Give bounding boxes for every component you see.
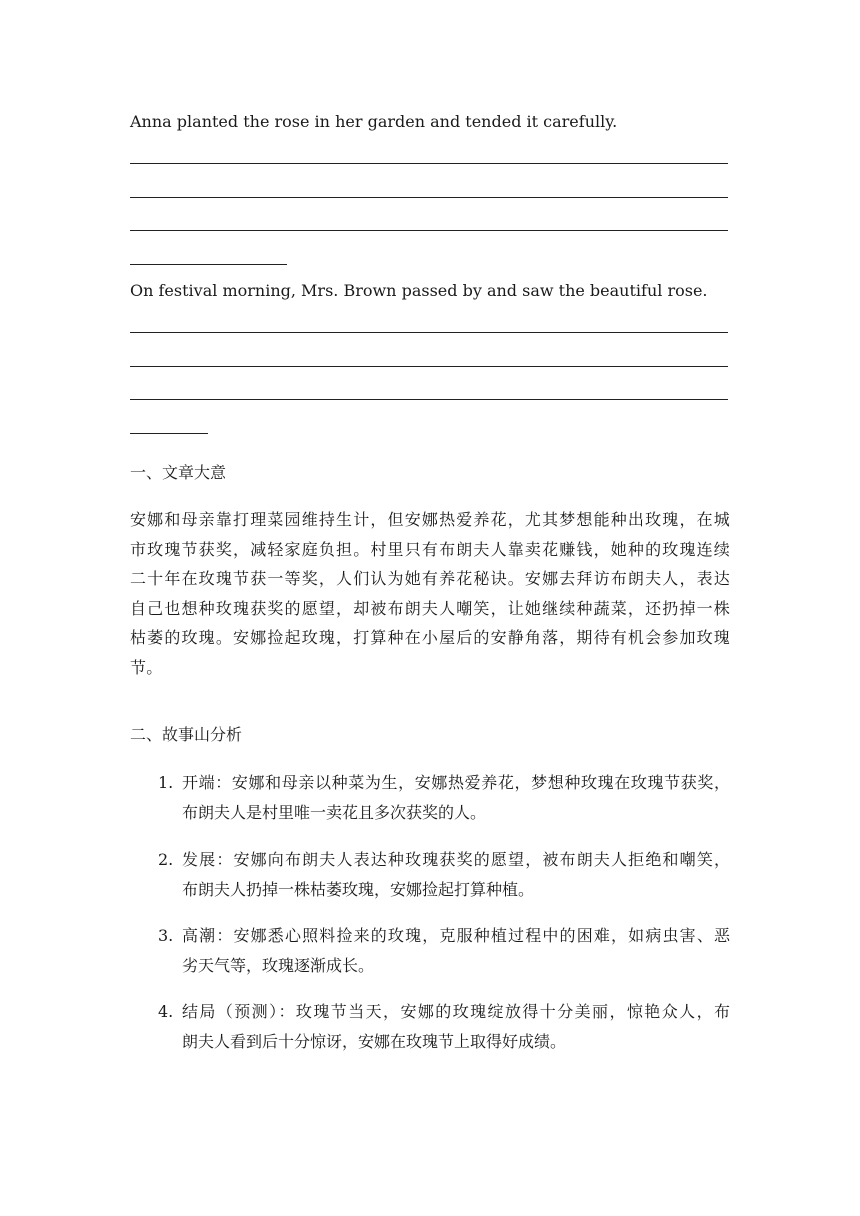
- summary-line: 自己也想种玫瑰获奖的愿望，却被布朗夫人嘲笑，让她继续种蔬菜，还扔掉一株: [130, 598, 730, 618]
- item-line: 布朗夫人扔掉一株枯萎玫瑰，安娜捡起打算种植。: [182, 879, 535, 899]
- item-number: 4.: [158, 1002, 174, 1021]
- summary-line: 枯萎的玫瑰。安娜捡起玫瑰，打算种在小屋后的安静角落，期待有机会参加玫瑰: [130, 628, 730, 647]
- analysis-item: [158, 768, 730, 827]
- item-line: 劣天气等，玫瑰逐渐成长。: [182, 955, 375, 975]
- answer-line: [130, 366, 728, 367]
- item-number: 1.: [158, 773, 174, 792]
- summary-heading: 一、文章大意: [130, 463, 227, 482]
- analysis-item: [158, 997, 730, 1056]
- answer-line-short: [130, 264, 287, 265]
- analysis-item: [158, 921, 730, 980]
- item-line: 发展：安娜向布朗夫人表达种玫瑰获奖的愿望，被布朗夫人拒绝和嘲笑，: [182, 850, 730, 869]
- answer-line: [130, 163, 728, 164]
- item-number: 3.: [158, 926, 174, 945]
- summary-line: 二十年在玫瑰节获一等奖，人们认为她有养花秘诀。安娜去拜访布朗夫人，表达: [130, 569, 730, 588]
- item-number: 2.: [158, 850, 174, 869]
- summary-line: 安娜和母亲靠打理菜园维持生计，但安娜热爱养花，尤其梦想能种出玫瑰，在城: [130, 510, 730, 529]
- item-line: 高潮：安娜悉心照料捡来的玫瑰，克服种植过程中的困难，如病虫害、恶: [182, 926, 730, 945]
- analysis-heading: 二、故事山分析: [130, 725, 243, 744]
- summary-text: [130, 505, 730, 682]
- item-line: 结局（预测）：玫瑰节当天，安娜的玫瑰绽放得十分美丽，惊艳众人，布: [182, 1002, 730, 1021]
- item-line: 开端：安娜和母亲以种菜为生，安娜热爱养花，梦想种玫瑰在玫瑰节获奖，: [182, 773, 730, 792]
- analysis-item: [158, 845, 730, 904]
- answer-line: [130, 197, 728, 198]
- summary-line: 节。: [130, 657, 163, 677]
- item-line: 朗夫人看到后十分惊讶，安娜在玫瑰节上取得好成绩。: [182, 1031, 567, 1051]
- answer-line: [130, 230, 728, 231]
- answer-line-short: [130, 433, 208, 434]
- paragraph-2-opening: On festival morning, Mrs. Brown passed by and saw the beautiful rose.: [130, 281, 708, 300]
- summary-line: 市玫瑰节获奖，减轻家庭负担。村里只有布朗夫人靠卖花赚钱，她种的玫瑰连续: [130, 539, 730, 559]
- answer-line: [130, 332, 728, 333]
- paragraph-1-opening: Anna planted the rose in her garden and tended it carefully.: [130, 112, 618, 131]
- answer-line: [130, 399, 728, 400]
- item-line: 布朗夫人是村里唯一卖花且多次获奖的人。: [182, 802, 487, 822]
